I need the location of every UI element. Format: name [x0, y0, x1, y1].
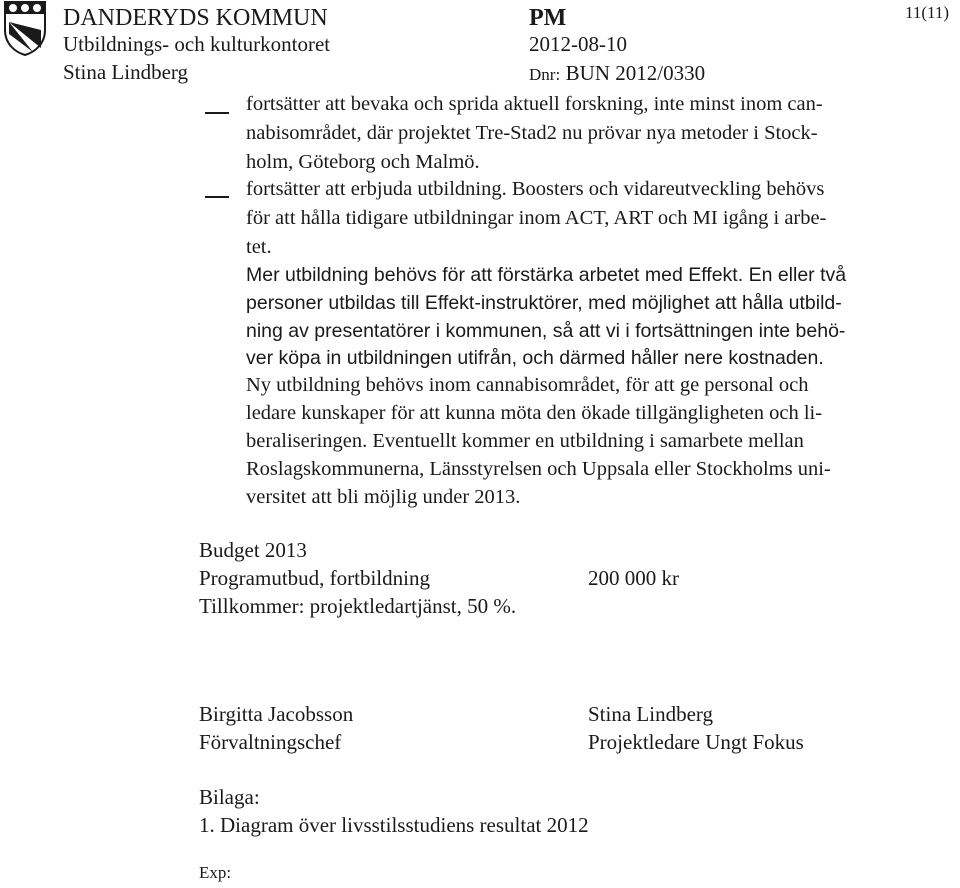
- document-type: PM: [529, 5, 567, 31]
- signature-2-name: Stina Lindberg: [588, 702, 714, 726]
- signature-1-title: Förvaltningschef: [199, 730, 342, 754]
- page-number: 11(11): [905, 3, 950, 22]
- effekt-line-2: personer utbildas till Effekt-instruktörer, med möjlighet att hålla utbild-: [246, 292, 842, 314]
- effekt-line-4: ver köpa in utbildningen utifrån, och därmed håller nere kostnaden.: [246, 347, 824, 369]
- effekt-line-1: Mer utbildning behövs för att förstärka arbetet med Effekt. En eller två: [246, 264, 847, 286]
- municipality-crest-icon: [3, 0, 47, 56]
- cannabis-line-1: Ny utbildning behövs inom cannabisområdet, för att ge personal och: [246, 374, 809, 396]
- document-date: 2012-08-10: [529, 32, 627, 56]
- organization-name: DANDERYDS KOMMUN: [63, 5, 328, 31]
- bullet-dash: [205, 196, 229, 198]
- bullet-1-line-3: holm, Göteborg och Malmö.: [246, 151, 480, 173]
- budget-item-amount: 200 000 kr: [588, 566, 679, 590]
- effekt-line-3: ning av presentatörer i kommunen, så att vi i fortsättningen inte behö-: [246, 320, 846, 342]
- cannabis-line-3: beraliseringen. Eventuellt kommer en utbildning i samarbete mellan: [246, 430, 804, 452]
- bullet-1-line-1: fortsätter att bevaka och sprida aktuell forskning, inte minst inom can-: [246, 93, 823, 115]
- budget-extra: Tillkommer: projektledartjänst, 50 %.: [199, 594, 517, 618]
- distribution-label: Exp:: [199, 863, 232, 882]
- bullet-2-line-1: fortsätter att erbjuda utbildning. Boosters och vidareutveckling behövs: [246, 178, 825, 200]
- diary-number: [529, 62, 705, 84]
- bullet-2-line-2: för att hålla tidigare utbildningar inom ACT, ART och MI igång i arbe-: [246, 207, 827, 229]
- attachments-label: Bilaga:: [199, 785, 260, 809]
- cannabis-line-2: ledare kunskaper för att kunna möta den ökade tillgängligheten och li-: [246, 402, 823, 424]
- budget-title: Budget 2013: [199, 538, 307, 562]
- author-name: Stina Lindberg: [63, 60, 189, 84]
- attachment-item: 1. Diagram över livsstilsstudiens resultat 2012: [199, 813, 589, 837]
- signature-2-title: Projektledare Ungt Fokus: [588, 730, 804, 754]
- bullet-2-line-3: tet.: [246, 236, 272, 258]
- diary-number-value: BUN 2012/0330: [565, 61, 706, 85]
- budget-item-label: Programutbud, fortbildning: [199, 566, 430, 590]
- cannabis-line-5: versitet att bli möjlig under 2013.: [246, 486, 521, 508]
- signature-1-name: Birgitta Jacobsson: [199, 702, 354, 726]
- diary-number-label: Dnr:: [529, 65, 561, 84]
- bullet-dash: [205, 112, 229, 114]
- department-name: Utbildnings- och kulturkontoret: [63, 32, 331, 56]
- bullet-1-line-2: nabisområdet, där projektet Tre-Stad2 nu prövar nya metoder i Stock-: [246, 122, 818, 144]
- cannabis-line-4: Roslagskommunerna, Länsstyrelsen och Uppsala eller Stockholms uni-: [246, 458, 831, 480]
